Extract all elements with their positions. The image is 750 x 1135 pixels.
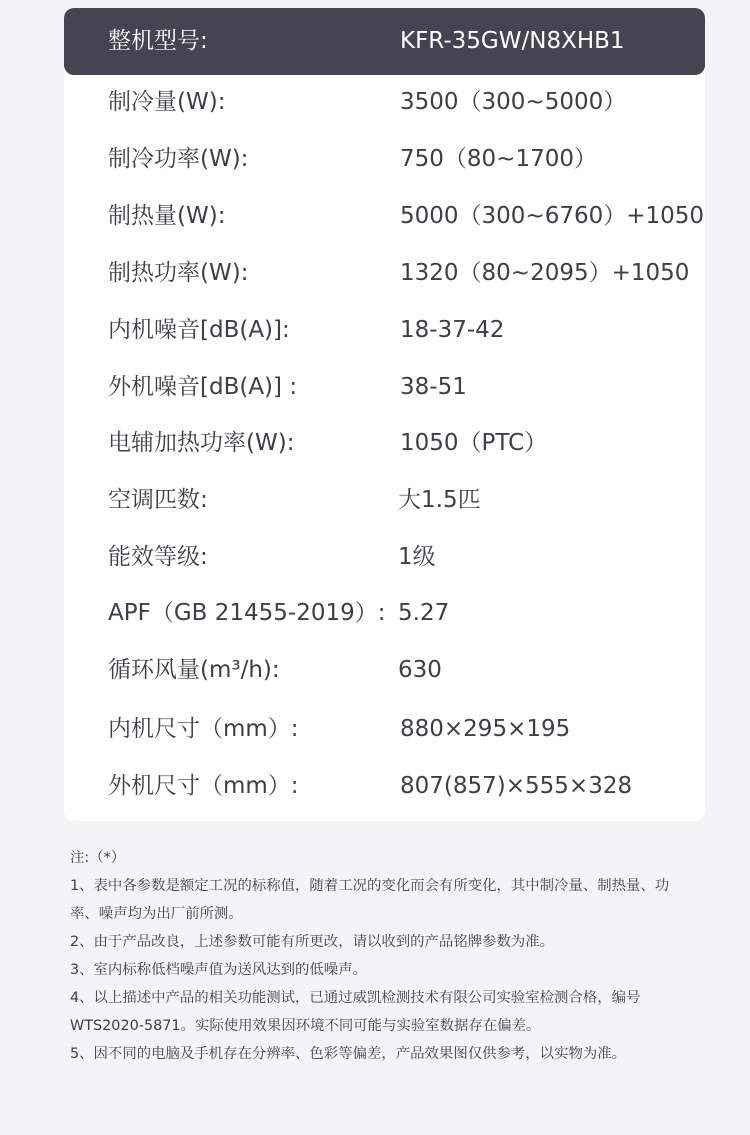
spec-value: 807(857)×555×328 [400,773,633,799]
notes-title: 注:（*） [70,850,126,866]
spec-value: 5000（300~6760）+1050 [400,203,705,229]
spec-row-apf [64,585,705,642]
model-value: KFR-35GW/N8XHB1 [400,28,625,54]
spec-label: 制冷量(W): [108,89,226,115]
spec-label: 外机噪音[dB(A)] : [108,374,298,400]
spec-value: 38-51 [400,374,467,400]
notes-section [70,844,710,1068]
spec-row-indoor-size [64,701,705,758]
spec-header-row [64,8,705,75]
spec-value: 630 [398,657,442,683]
model-label: 整机型号: [108,28,208,54]
note-line: WTS2020-5871。实际使用效果因环境不同可能与实验室数据存在偏差。 [70,1018,541,1034]
spec-row-horsepower [64,472,705,529]
spec-label: 制热功率(W): [108,260,249,286]
spec-label: 制热量(W): [108,203,226,229]
spec-value: 18-37-42 [400,317,505,343]
spec-label: 循环风量(m³/h): [108,657,280,683]
spec-row-aux-heating-power [64,415,705,472]
spec-row-outdoor-noise [64,359,705,416]
spec-label: 内机噪音[dB(A)]: [108,317,290,343]
spec-value: 5.27 [398,600,450,626]
spec-label: 内机尺寸（mm）: [108,716,299,742]
spec-row-indoor-noise [64,302,705,359]
spec-row-energy-class [64,529,705,586]
spec-value: 1320（80~2095）+1050 [400,260,690,286]
spec-label: 空调匹数: [108,487,208,513]
spec-label: 电辅加热功率(W): [108,430,295,456]
spec-value: 750（80~1700） [400,146,597,172]
spec-table-card [64,8,705,821]
spec-label: 制冷功率(W): [108,146,249,172]
spec-row-heating-power [64,245,705,302]
note-line: 4、以上描述中产品的相关功能测试，已通过威凯检测技术有限公司实验室检测合格，编号 [70,990,641,1006]
note-line: 率、噪声均为出厂前所测。 [70,906,243,922]
spec-value: 3500（300~5000） [400,89,627,115]
spec-row-cooling-power [64,131,705,188]
spec-row-outdoor-size [64,758,705,815]
note-line: 2、由于产品改良，上述参数可能有所更改，请以收到的产品铭牌参数为准。 [70,934,555,950]
spec-label: 外机尺寸（mm）: [108,773,299,799]
spec-row-cooling-capacity [64,74,705,131]
spec-value: 1050（PTC） [400,430,548,456]
note-line: 5、因不同的电脑及手机存在分辨率、色彩等偏差，产品效果图仅供参考，以实物为准。 [70,1046,627,1062]
spec-value: 880×295×195 [400,716,571,742]
spec-label: APF（GB 21455-2019）: [108,600,386,626]
spec-row-heating-capacity [64,188,705,245]
spec-value: 大1.5匹 [398,487,481,513]
spec-value: 1级 [398,544,436,570]
spec-label: 能效等级: [108,544,208,570]
note-line: 1、表中各参数是额定工况的标称值，随着工况的变化而会有所变化，其中制冷量、制热量、功 [70,878,670,894]
note-line: 3、室内标称低档噪声值为送风达到的低噪声。 [70,962,367,978]
spec-row-airflow [64,642,705,699]
